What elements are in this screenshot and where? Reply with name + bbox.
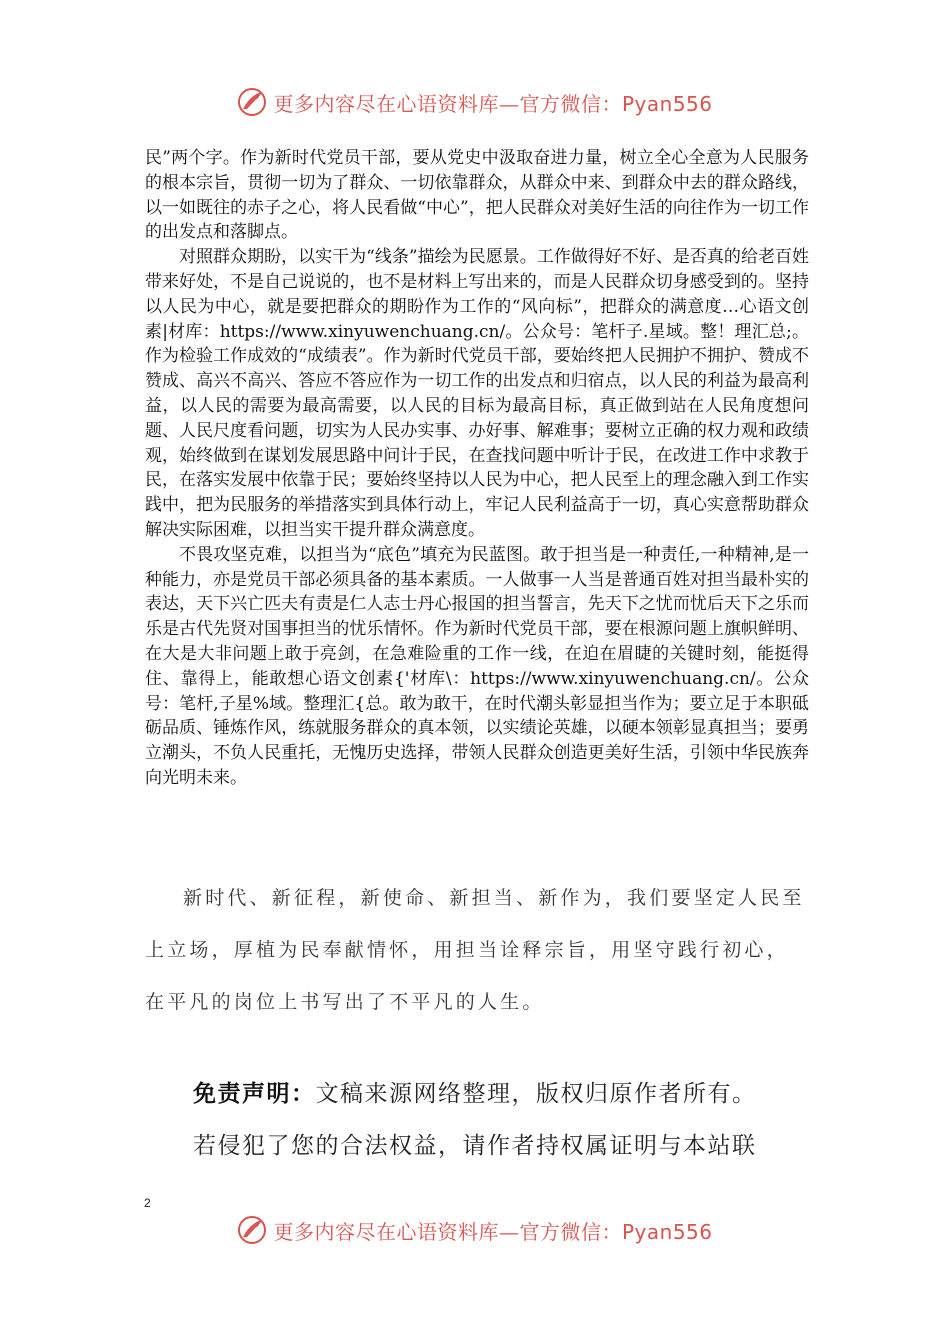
closing-paragraph: 新时代、新征程，新使命、新担当、新作为，我们要坚定人民至上立场，厚植为民奉献情怀，用担当诠释宗旨，用坚守践行初心，在平凡的岗位上书写出了不平凡的人生。 bbox=[145, 887, 805, 1013]
disclaimer-line-2: 若侵犯了您的合法权益，请作者持权属证明与本站联 bbox=[193, 1133, 757, 1159]
paragraph-2: 对照群众期盼，以实干为“线条”描绘为民愿景。工作做得好不好、是否真的给老百姓带来好处，不是自己说说的，也不是材料上写出来的，而是人民群众切身感受到的。坚持以人民为中心，就是要把群众的期盼作为工作的“风向标”，把群众的满意度…心语文创素|材库：https://www.xinyuwenchuang.cn/。公众号：笔杆子.星域。整！理汇总;。作为检验工作成效的“成绩表”。作为新时代党员干部，要始终把人民拥护不拥护、赞成不赞成、高兴不高兴、答应不答应作为一切工作的出发点和归宿点，以人民的利益为最高利益，以人民的需要为最高需要，以人民的目标为最高目标，真正做到站在人民角度想问题、人民尺度看问题，切实为人民办实事、办好事、解难事；要树立正确的权力观和政绩观，始终做到在谋划发展思路中问计于民，在查找问题中听计于民，在改进工作中求教于民，在落实发展中依靠于民；要始终坚持以人民为中心，把人民至上的理念融入到工作实践中，把为民服务的举措落实到具体行动上，牢记人民利益高于一切，真心实意帮助群众解决实际困难，以担当实干提升群众满意度。 bbox=[145, 247, 809, 540]
pen-logo-icon bbox=[237, 87, 267, 117]
footer-wechat-id: Pyan556 bbox=[621, 1219, 713, 1244]
paragraph-3: 不畏攻坚克难，以担当为“底色”填充为民蓝图。敢于担当是一种责任,一种精神,是一种能力，亦是党员干部必须具备的基本素质。一人做事一人当是普通百姓对担当最朴实的表达，天下兴亡匹夫有责是仁人志士丹心报国的担当誓言，先天下之忧而忧后天下之乐而乐是古代先贤对国事担当的忧乐情怀。作为新时代党员干部，要在根源问题上旗帜鲜明、在大是大非问题上敢于亮剑，在急难险重的工作一线，在迫在眉睫的关键时刻，能挺得住、靠得上，能敢想心语文创素{'材库\：https://www.xinyuwenchuang.cn/。公众号：笔杆,子星%域。整理汇{总。敢为敢干，在时代潮头彰显担当作为；要立足于本职砥砺品质、锤炼作风，练就服务群众的真本领，以实绩论英雄，以硬本领彰显真担当；要勇立潮头，不负人民重托，无愧历史选择，带领人民群众创造更美好生活，引领中华民族奔向光明未来。 bbox=[145, 544, 809, 788]
article-body bbox=[145, 146, 809, 791]
header-banner bbox=[0, 80, 950, 124]
disclaimer-line-1: 文稿来源网络整理，版权归原作者所有。 bbox=[315, 1081, 757, 1107]
disclaimer bbox=[193, 1068, 833, 1172]
disclaimer-label: 免责声明： bbox=[193, 1081, 316, 1107]
closing-section bbox=[145, 872, 809, 1028]
header-banner-text: 更多内容尽在心语资料库—官方微信：Pyan556 bbox=[273, 91, 713, 116]
footer-banner bbox=[0, 1208, 950, 1252]
header-wechat-id: Pyan556 bbox=[621, 91, 713, 116]
footer-banner-text: 更多内容尽在心语资料库—官方微信：Pyan556 bbox=[273, 1219, 713, 1244]
paragraph-1: 民”两个字。作为新时代党员干部，要从党史中汲取奋进力量，树立全心全意为人民服务的根本宗旨，贯彻一切为了群众、一切依靠群众，从群众中来、到群众中去的群众路线，以一如既往的赤子之心，将人民看做“中心”，把人民群众对美好生活的向往作为一切工作的出发点和落脚点。 bbox=[145, 148, 809, 243]
page-number: 2 bbox=[144, 1196, 151, 1210]
pen-logo-icon bbox=[237, 1215, 267, 1245]
